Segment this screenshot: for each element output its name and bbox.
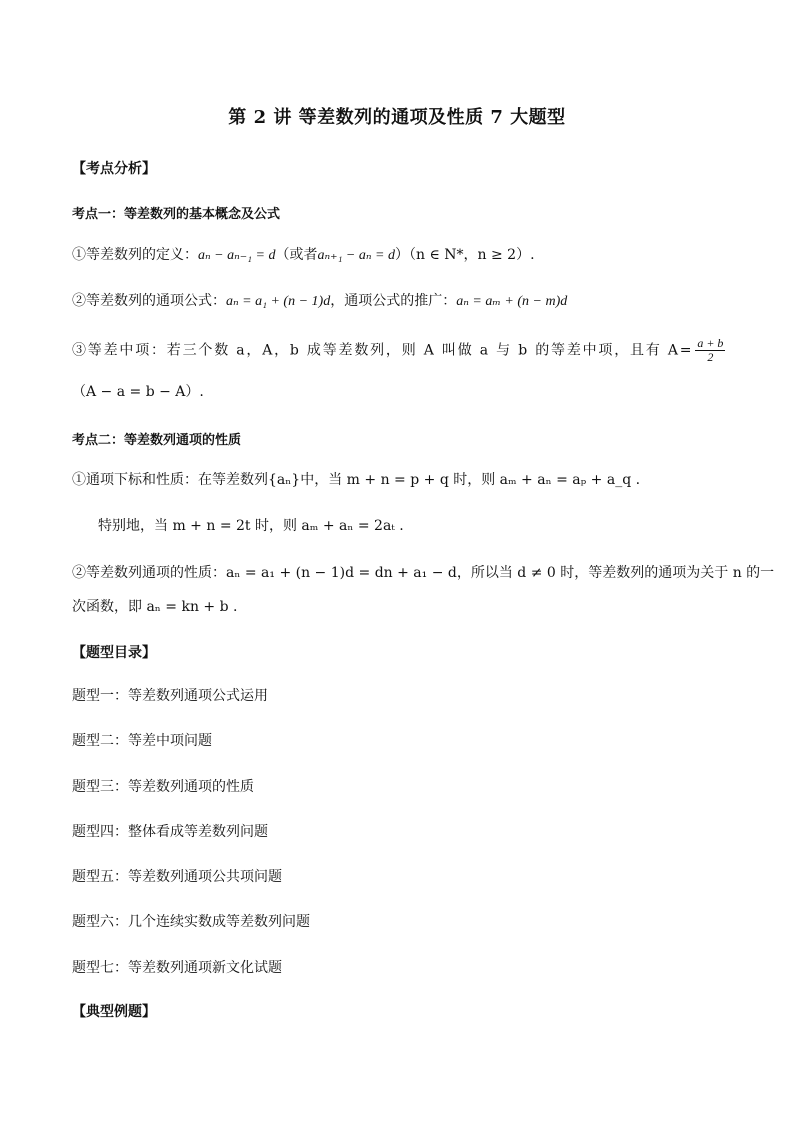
toc-item-4: 题型四：整体看成等差数列问题 [72,824,268,840]
item3-fraction [695,337,725,364]
point1-item3 [72,337,725,364]
point2-heading: 考点二：等差数列通项的性质 [72,433,242,448]
item1-label: ①等差数列的定义： [72,247,198,263]
analysis-heading: 【考点分析】 [72,161,156,177]
toc-heading: 【题型目录】 [72,645,156,661]
fraction-denominator: 2 [707,350,714,364]
point2-item2-line2: 次函数，即 aₙ = kn + b . [72,599,238,615]
point1-heading: 考点一：等差数列的基本概念及公式 [72,207,281,222]
page-title: 第 2 讲 等差数列的通项及性质 7 大题型 [228,107,566,128]
toc-item-7: 题型七：等差数列通项新文化试题 [72,960,282,976]
point2-item1: ①通项下标和性质：在等差数列{aₙ}中，当 m + n = p + q 时，则 aₘ + aₙ = aₚ + a_q . [72,472,641,488]
point1-item3-line2: （A − a = b − A）. [72,384,204,400]
point1-item1 [72,244,535,264]
item1-formula2: aₙ₊₁ − aₙ = d [317,248,395,263]
toc-item-1: 题型一：等差数列通项公式运用 [72,688,268,704]
toc-item-6: 题型六：几个连续实数成等差数列问题 [72,914,310,930]
point2-item2: ②等差数列通项的性质：aₙ = a₁ + (n − 1)d = dn + a₁ − d，所以当 d ≠ 0 时，等差数列的通项为关于 n 的一 [72,565,775,581]
item1-alt: （或者 [275,247,318,263]
toc-item-2: 题型二：等差中项问题 [72,733,212,749]
point1-item2 [72,290,567,310]
point2-item1-special: 特别地，当 m + n = 2t 时，则 aₘ + aₙ = 2aₜ . [98,518,404,534]
toc-item-5: 题型五：等差数列通项公共项问题 [72,869,282,885]
item1-formula: aₙ − aₙ₋₁ = d [198,248,276,263]
item2-mid: ，通项公式的推广： [330,293,457,309]
fraction-numerator: a + b [697,336,724,350]
item3-text: ③等差中项：若三个数 a，A，b 成等差数列，则 A 叫做 a 与 b 的等差中项，且有 A= [72,342,694,359]
item1-cond: ）（n ∈ N*，n ≥ 2）. [395,247,535,263]
item2-formula2: aₙ = aₘ + (n − m)d [456,294,568,309]
examples-heading: 【典型例题】 [72,1004,156,1020]
toc-item-3: 题型三：等差数列通项的性质 [72,779,254,795]
item2-formula: aₙ = a₁ + (n − 1)d [226,294,331,309]
item2-label: ②等差数列的通项公式： [72,293,226,309]
